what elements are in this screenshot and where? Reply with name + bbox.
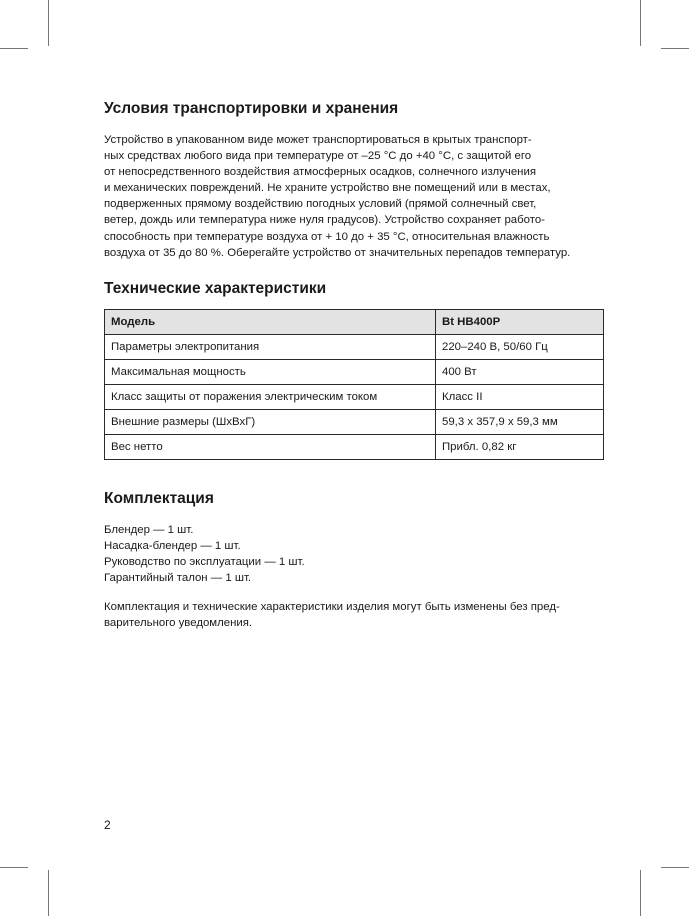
- specs-table: [104, 309, 604, 460]
- table-cell-value: 59,3 х 357,9 х 59,3 мм: [436, 410, 604, 435]
- specs-heading: Технические характеристики: [104, 280, 327, 297]
- list-item: Гарантийный талон — 1 шт.: [104, 572, 252, 585]
- paragraph-line: подверженных прямому воздействию погодных условий (прямой солнечный свет,: [104, 198, 537, 211]
- list-item: Руководство по эксплуатации — 1 шт.: [104, 556, 305, 569]
- table-cell-label: Класс защиты от поражения электрическим током: [105, 385, 436, 410]
- paragraph-line: и механических повреждений. Не храните устройство вне помещений или в местах,: [104, 182, 551, 195]
- table-cell-label: Вес нетто: [105, 435, 436, 460]
- table-header-row: [105, 310, 604, 335]
- table-cell-value: Класс II: [436, 385, 604, 410]
- table-row: [105, 385, 604, 410]
- contents-heading: Комплектация: [104, 490, 214, 507]
- list-item: Блендер — 1 шт.: [104, 524, 194, 536]
- crop-mark: [661, 48, 689, 49]
- header-cell-parameter: Модель: [105, 310, 436, 335]
- table-cell-label: Параметры электропитания: [105, 335, 436, 360]
- storage-heading: Условия транспортировки и хранения: [104, 100, 399, 117]
- page-number: 2: [104, 818, 111, 832]
- crop-mark: [640, 0, 641, 46]
- crop-mark: [661, 867, 689, 868]
- paragraph-line: способность при температуре воздуха от + 10 до + 35 °C, относительная влажность: [104, 230, 550, 243]
- paragraph-line: воздуха от 35 до 80 %. Оберегайте устройство от значительных перепадов температур.: [104, 246, 571, 259]
- crop-mark: [0, 48, 28, 49]
- table-row: [105, 360, 604, 385]
- table-row: [105, 410, 604, 435]
- crop-mark: [48, 0, 49, 46]
- header-cell-model: Bt HB400P: [436, 310, 604, 335]
- storage-paragraph: [104, 132, 570, 261]
- table-cell-value: 400 Вт: [436, 360, 604, 385]
- paragraph-line: ных средствах любого вида при температуре от –25 °C до +40 °C, с защитой его: [104, 150, 532, 163]
- table-cell-value: 220–240 В, 50/60 Гц: [436, 335, 604, 360]
- table-row: [105, 435, 604, 460]
- crop-mark: [640, 870, 641, 916]
- table-cell-label: Максимальная мощность: [105, 360, 436, 385]
- crop-mark: [48, 870, 49, 916]
- table-cell-value: Прибл. 0,82 кг: [436, 435, 604, 460]
- table-row: [105, 335, 604, 360]
- paragraph-line: от непосредственного воздействия атмосферных осадков, солнечного излучения: [104, 166, 536, 179]
- crop-mark: [0, 867, 28, 868]
- list-item: Насадка-блендер — 1 шт.: [104, 540, 241, 553]
- contents-note: [104, 599, 560, 631]
- table-cell-label: Внешние размеры (ШхВхГ): [105, 410, 436, 435]
- paragraph-line: Устройство в упакованном виде может транспортироваться в крытых транспорт-: [104, 134, 532, 146]
- paragraph-line: Комплектация и технические характеристики изделия могут быть изменены без пред-: [104, 601, 560, 613]
- paragraph-line: варительного уведомления.: [104, 617, 253, 630]
- contents-list: [104, 522, 305, 586]
- paragraph-line: ветер, дождь или температура ниже нуля градусов). Устройство сохраняет работо-: [104, 214, 545, 227]
